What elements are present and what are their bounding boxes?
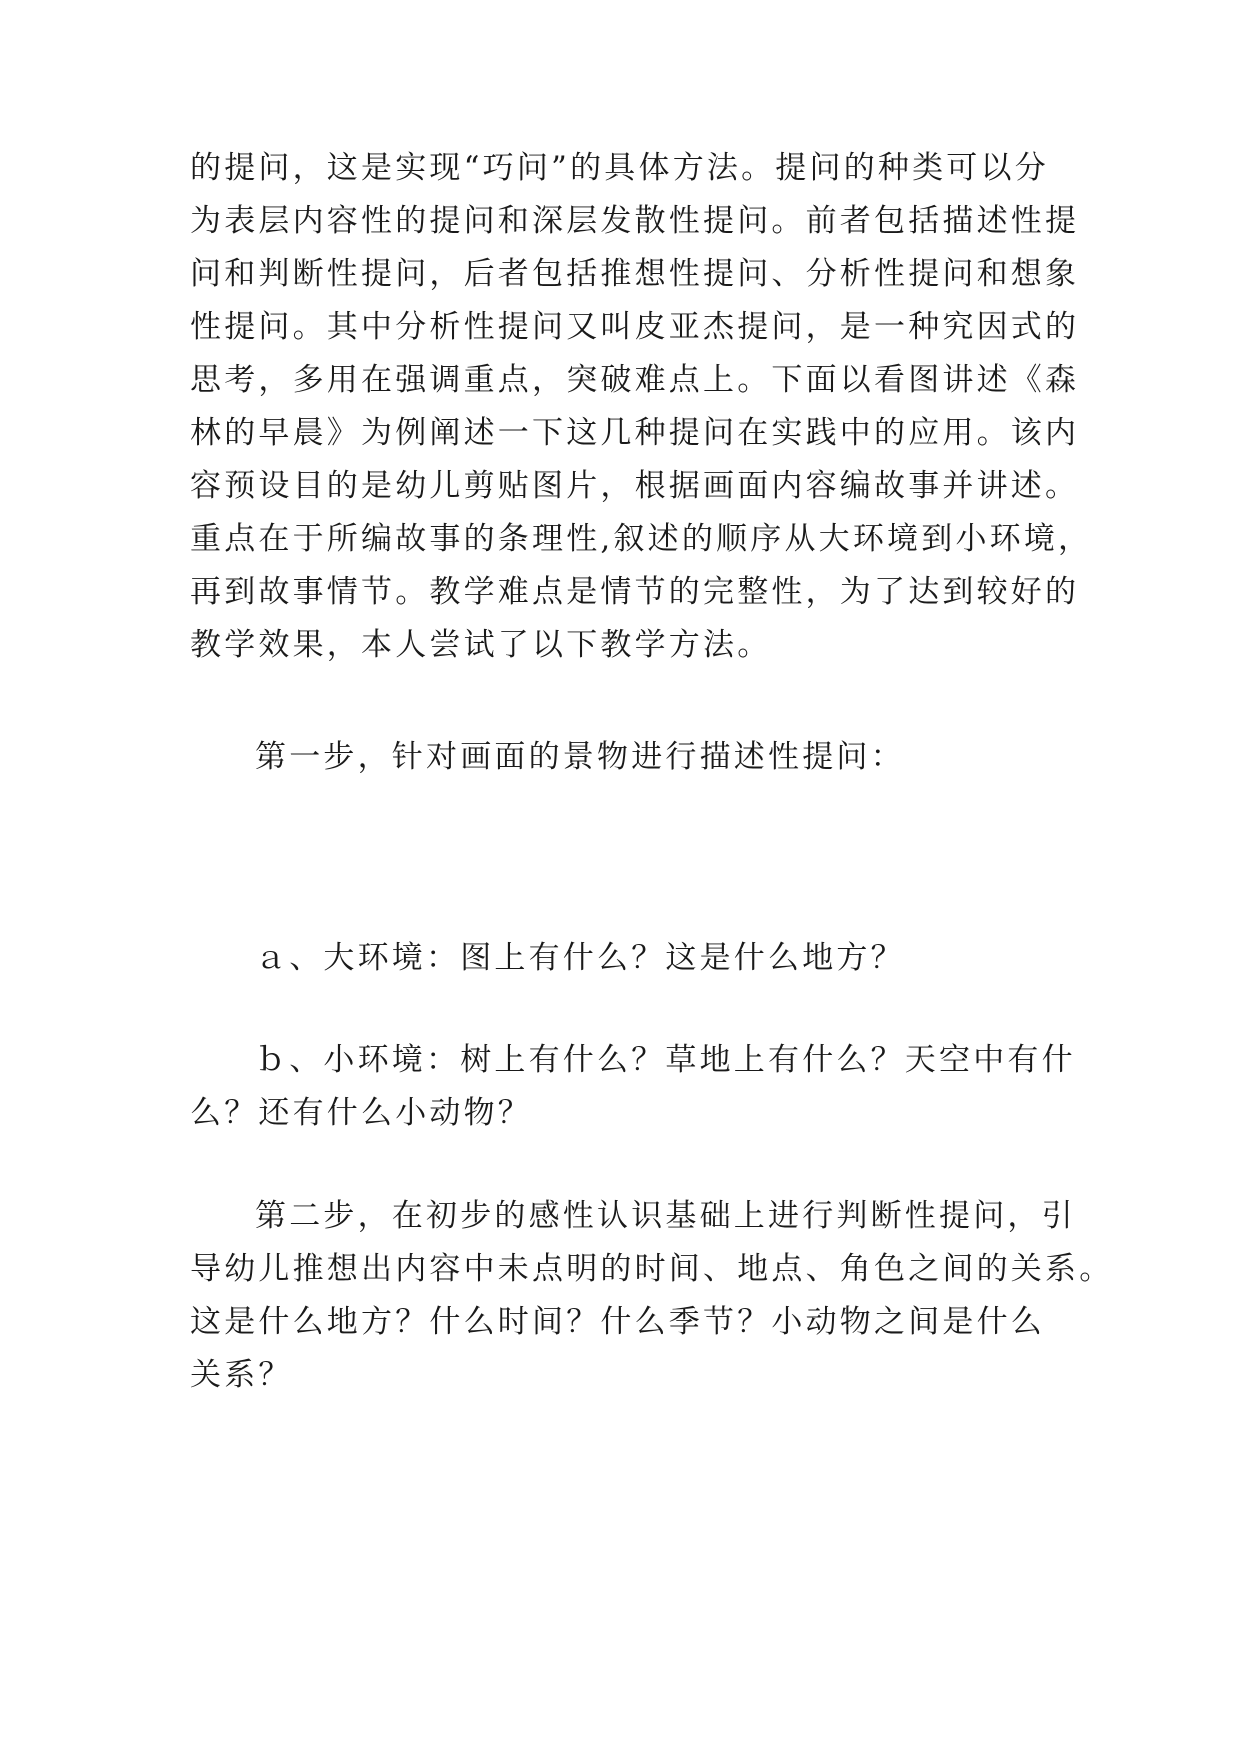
text-line: 教学效果，本人尝试了以下教学方法。 (190, 627, 772, 663)
step-one-heading: 第一步，针对画面的景物进行描述性提问： (255, 739, 905, 775)
list-item-a: ａ、大环境：图上有什么？这是什么地方？ (255, 940, 905, 976)
text-line: 林的早晨》为例阐述一下这几种提问在实践中的应用。该内 (190, 415, 1080, 451)
text-line: 为表层内容性的提问和深层发散性提问。前者包括描述性提 (190, 203, 1080, 239)
text-line: 性提问。其中分析性提问又叫皮亚杰提问，是一种究因式的 (190, 309, 1080, 345)
text-line: 第二步，在初步的感性认识基础上进行判断性提问，引 (255, 1198, 1076, 1234)
text-line: 问和判断性提问，后者包括推想性提问、分析性提问和想象 (190, 256, 1080, 292)
text-line: 么？还有什么小动物？ (190, 1095, 532, 1131)
text-line: 再到故事情节。教学难点是情节的完整性，为了达到较好的 (190, 574, 1080, 610)
text-line: 的提问，这是实现“巧问”的具体方法。提问的种类可以分 (190, 150, 1049, 186)
text-line: 这是什么地方？什么时间？什么季节？小动物之间是什么 (190, 1304, 1045, 1340)
text-line: 导幼儿推想出内容中未点明的时间、地点、角色之间的关系。 (190, 1251, 1114, 1287)
text-line: 关系？ (190, 1357, 293, 1393)
text-line: 重点在于所编故事的条理性,叙述的顺序从大环境到小环境， (190, 521, 1093, 557)
text-line: 思考，多用在强调重点，突破难点上。下面以看图讲述《森 (190, 362, 1080, 398)
text-line: 容预设目的是幼儿剪贴图片，根据画面内容编故事并讲述。 (190, 468, 1080, 504)
text-line: ｂ、小环境：树上有什么？草地上有什么？天空中有什 (255, 1042, 1076, 1078)
